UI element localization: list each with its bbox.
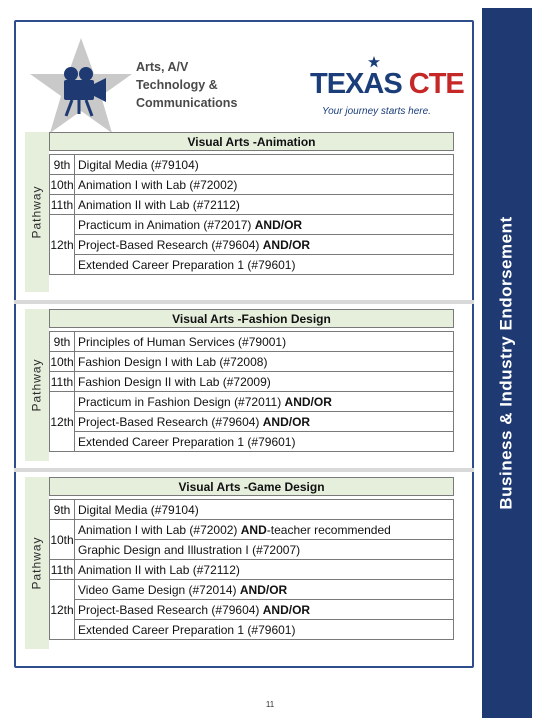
cluster-title: Arts, A/V Technology & Communications [136,60,238,110]
program-title: Visual Arts -Game Design [49,477,454,496]
table-row [50,155,454,175]
course-cell: Digital Media (#79104) [75,155,454,175]
program-animation [25,132,454,292]
program-fashion-design [25,309,454,461]
table-row [50,432,454,452]
table-row [50,500,454,520]
table-row [50,560,454,580]
course-cell: Extended Career Preparation 1 (#79601) [75,620,454,640]
course-table [49,331,454,452]
table-row [50,352,454,372]
grade-cell: 11th [50,560,75,580]
grade-cell: 10th [50,352,75,372]
course-cell: Animation I with Lab (#72002) [75,175,454,195]
course-cell: Graphic Design and Illustration I (#72007) [75,540,454,560]
program-title: Visual Arts -Animation [49,132,454,151]
course-cell: Project-Based Research (#79604) AND/OR [75,600,454,620]
course-cell: Extended Career Preparation 1 (#79601) [75,432,454,452]
course-cell: Project-Based Research (#79604) AND/OR [75,235,454,255]
grade-cell: 10th [50,520,75,560]
table-row [50,195,454,215]
course-cell: Principles of Human Services (#79001) [75,332,454,352]
table-row [50,235,454,255]
pathway-label: Pathway [30,536,44,590]
table-row [50,580,454,600]
course-cell: Animation II with Lab (#72112) [75,195,454,215]
course-cell: Video Game Design (#72014) AND/OR [75,580,454,600]
table-row [50,392,454,412]
grade-cell: 9th [50,500,75,520]
texas-cte-logo [310,56,464,122]
table-row [50,412,454,432]
table-row [50,372,454,392]
logo-tagline: Your journey starts here. [322,106,431,117]
course-cell: Digital Media (#79104) [75,500,454,520]
table-row [50,255,454,275]
course-cell: Extended Career Preparation 1 (#79601) [75,255,454,275]
program-title: Visual Arts -Fashion Design [49,309,454,328]
course-cell: Fashion Design II with Lab (#72009) [75,372,454,392]
course-table [49,154,454,275]
course-table [49,499,454,640]
pathway-column [25,132,49,292]
table-row [50,175,454,195]
divider [14,468,474,472]
logo-star-icon [368,56,380,68]
endorsement-sidebar [482,8,532,718]
divider [14,300,474,304]
table-row [50,520,454,540]
table-row [50,332,454,352]
table-row [50,540,454,560]
grade-cell: 12th [50,392,75,452]
course-cell: Animation II with Lab (#72112) [75,560,454,580]
course-cell: Fashion Design I with Lab (#72008) [75,352,454,372]
grade-cell: 12th [50,580,75,640]
logo-texas-text: TEXAS [310,68,402,100]
grade-cell: 9th [50,155,75,175]
table-row [50,600,454,620]
course-cell: Practicum in Fashion Design (#72011) AND/OR [75,392,454,412]
logo-cte-text: CTE [408,68,464,100]
page-number: 11 [265,700,275,709]
grade-cell: 11th [50,372,75,392]
grade-cell: 9th [50,332,75,352]
course-cell: Animation I with Lab (#72002) AND-teacher recommended [75,520,454,540]
pathway-label: Pathway [30,358,44,412]
pathway-column [25,477,49,649]
camera-star-icon [28,36,134,136]
endorsement-label: Business & Industry Endorsement [497,216,517,510]
table-row [50,215,454,235]
course-cell: Practicum in Animation (#72017) AND/OR [75,215,454,235]
grade-cell: 12th [50,215,75,275]
grade-cell: 11th [50,195,75,215]
pathway-column [25,309,49,461]
course-cell: Project-Based Research (#79604) AND/OR [75,412,454,432]
grade-cell: 10th [50,175,75,195]
program-game-design [25,477,454,649]
pathway-label: Pathway [30,185,44,239]
table-row [50,620,454,640]
